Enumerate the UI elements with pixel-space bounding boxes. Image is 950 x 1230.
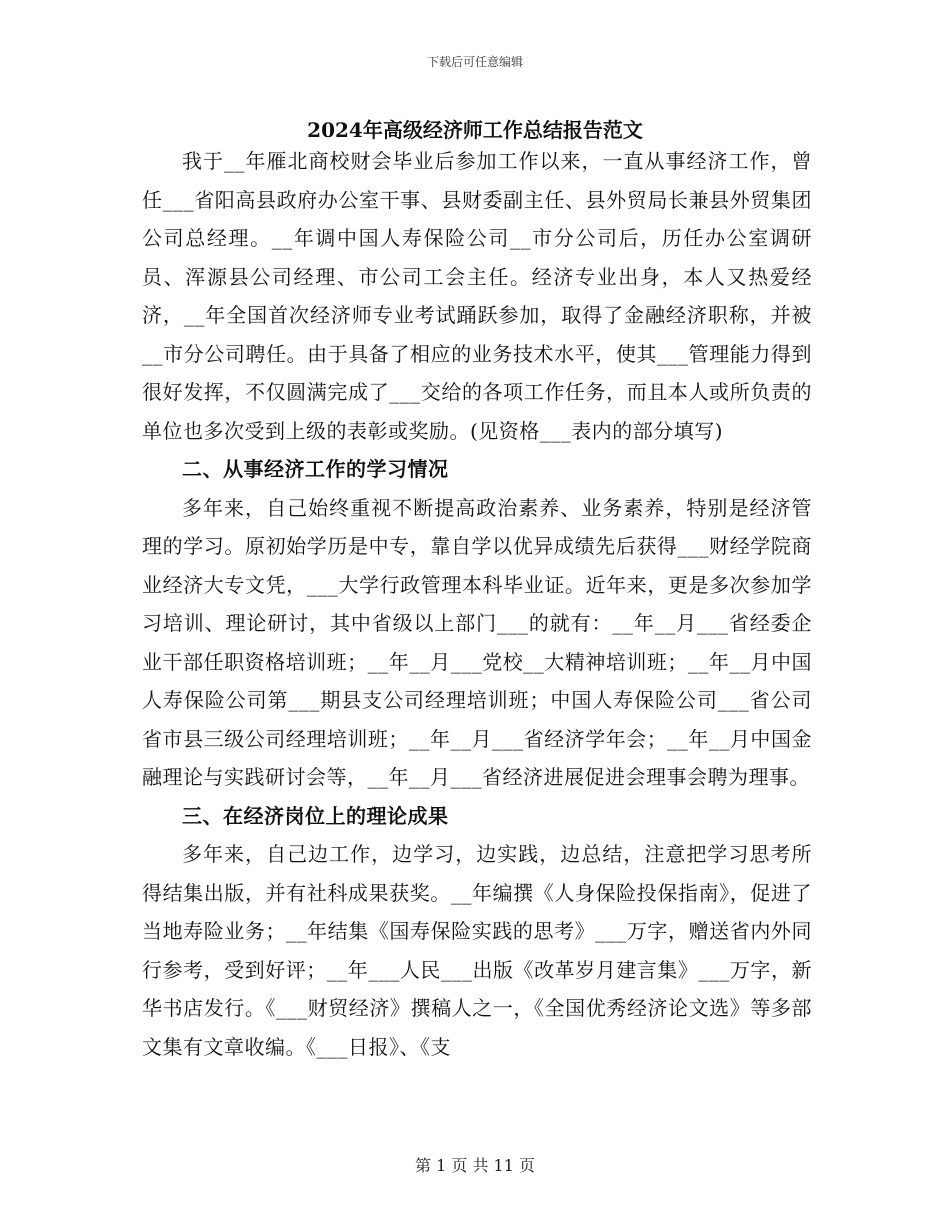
section-heading-study: 二、从事经济工作的学习情况 xyxy=(182,457,449,481)
intro-paragraph: 我于__年雁北商校财会毕业后参加工作以来，一直从事经济工作，曾任___省阳高县政府办公室干事、县财委副主任、县外贸局长兼县外贸集团公司总经理。__年调中国人寿保险公司__市分公司后，历任办公室调研员、浑源县公司经理、市公司工会主任。经济专业出身，本人又热爱经济，__年全国首次经济师专业考试踊跃参加，取得了金融经济职称，并被__市分公司聘任。由于具备了相应的业务技术水平，使其___管理能力得到很好发挥，不仅圆满完成了___交给的各项工作任务，而且本人或所负责的单位也多次受到上级的表彰或奖励。(见资格___表内的部分填写) xyxy=(142,149,812,443)
study-paragraph: 多年来，自己始终重视不断提高政治素养、业务素养，特别是经济管理的学习。原初始学历是中专，靠自学以优异成绩先后获得___财经学院商业经济大专文凭，___大学行政管理本科毕业证。近年来，更是多次参加学习培训、理论研讨，其中省级以上部门___的就有：__年__月___省经委企业干部任职资格培训班；__年__月___党校__大精神培训班；__年__月中国人寿保险公司第___期县支公司经理培训班；中国人寿保险公司___省公司省市县三级公司经理培训班；__年__月___省经济学年会；__年__月中国金融理论与实践研讨会等，__年__月___省经济进展促进会理事会聘为理事。 xyxy=(142,495,812,789)
page-header: 下载后可任意编辑 xyxy=(426,55,523,69)
document-body xyxy=(142,142,812,1066)
achievements-paragraph: 多年来，自己边工作，边学习，边实践，边总结，注意把学习思考所得结集出版，并有社科成果获奖。__年编撰《人身保险投保指南》，促进了当地寿险业务；__年结集《国寿保险实践的思考》___万字，赠送省内外同行参考，受到好评；__年___人民___出版《改革岁月建言集》___万字，新华书店发行。《___财贸经济》撰稿人之一，《全国优秀经济论文选》等多部文集有文章收编。《___日报》、《支 xyxy=(142,842,812,1059)
page-footer: 第 1 页 共 11 页 xyxy=(415,1156,535,1175)
section-heading-achievements: 三、在经济岗位上的理论成果 xyxy=(182,803,449,828)
document-title: 2024年高级经济师工作总结报告范文 xyxy=(307,118,643,142)
